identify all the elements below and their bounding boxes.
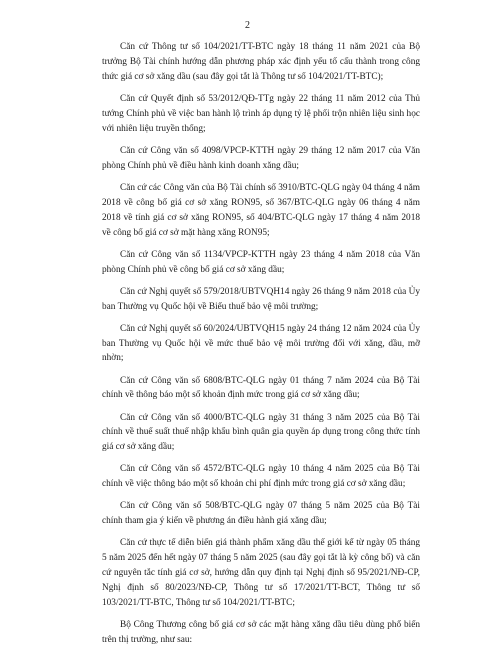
document-body <box>102 40 420 655</box>
paragraph-decision-53: Căn cứ Quyết định số 53/2012/QĐ-TTg ngày 22 tháng 11 năm 2012 của Thủ tướng Chính phủ về việc ban hành lộ trình áp dụng tỷ lệ phối trộn nhiên liệu sinh học với nhiên liệu truyền thống; <box>102 93 420 134</box>
paragraph-dispatch-1134: Căn cứ Công văn số 1134/VPCP-KTTH ngày 23 tháng 4 năm 2018 của Văn phòng Chính phủ về công bố giá cơ sở xăng dầu; <box>102 249 420 275</box>
paragraph-dispatch-4098: Căn cứ Công văn số 4098/VPCP-KTTH ngày 29 tháng 12 năm 2017 của Văn phòng Chính phủ về điều hành kinh doanh xăng dầu; <box>102 145 420 171</box>
page-number: 2 <box>245 20 250 31</box>
paragraph-dispatches-3910: Căn cứ các Công văn của Bộ Tài chính số 3910/BTC-QLG ngày 04 tháng 4 năm 2018 về công bố giá cơ sở xăng RON95, số 367/BTC-QLG ngày 06 tháng 4 năm 2018 về tính giá cơ sở xăng RON95, số 404/BTC-QLG ngày 17 tháng 4 năm 2018 về công bố giá cơ sở mặt hàng xăng RON95; <box>102 182 420 238</box>
paragraph-dispatch-4572: Căn cứ Công văn số 4572/BTC-QLG ngày 10 tháng 4 năm 2025 của Bộ Tài chính về việc thông báo một số khoản chi phí định mức trong giá cơ sở xăng dầu; <box>102 464 420 490</box>
paragraph-dispatch-4000: Căn cứ Công văn số 4000/BTC-QLG ngày 31 tháng 3 năm 2025 của Bộ Tài chính về thuế suất thuế nhập khẩu bình quân gia quyền áp dụng trong công thức tính giá cơ sở xăng dầu; <box>102 412 420 453</box>
paragraph-dispatch-508: Căn cứ Công văn số 508/BTC-QLG ngày 07 tháng 5 năm 2025 của Bộ Tài chính tham gia ý kiến về phương án điều hành giá xăng dầu; <box>102 501 420 527</box>
paragraph-announcement: Bộ Công Thương công bố giá cơ sở các mặt hàng xăng dầu tiêu dùng phổ biến trên thị trường, như sau: <box>102 620 420 646</box>
paragraph-dispatch-6808: Căn cứ Công văn số 6808/BTC-QLG ngày 01 tháng 7 năm 2024 của Bộ Tài chính về thông báo một số khoản định mức trong giá cơ sở xăng dầu; <box>102 375 420 401</box>
paragraph-resolution-579: Căn cứ Nghị quyết số 579/2018/UBTVQH14 ngày 26 tháng 9 năm 2018 của Ủy ban Thường vụ Quốc hội về Biểu thuế bảo vệ môi trường; <box>102 286 420 312</box>
paragraph-price-developments: Căn cứ thực tế diễn biến giá thành phẩm xăng dầu thế giới kể từ ngày 05 tháng 5 năm 2025 đến hết ngày 07 tháng 5 năm 2025 (sau đây gọi tắt là kỳ công bố) và căn cứ nguyên tắc tính giá cơ sở, hướng dẫn quy định tại Nghị định số 95/2021/NĐ-CP, Nghị định số 80/2023/NĐ-CP, Thông tư số 17/2021/TT-BCT, Thông tư số 103/2021/TT-BTC, Thông tư số 104/2021/TT-BTC; <box>102 538 420 609</box>
paragraph-resolution-60: Căn cứ Nghị quyết số 60/2024/UBTVQH15 ngày 24 tháng 12 năm 2024 của Ủy ban Thường vụ Quốc hội về mức thuế bảo vệ môi trường đối với xăng, dầu, mỡ nhờn; <box>102 323 420 364</box>
paragraph-circular-104: Căn cứ Thông tư số 104/2021/TT-BTC ngày 18 tháng 11 năm 2021 của Bộ trưởng Bộ Tài chính hướng dẫn phương pháp xác định yếu tố cấu thành trong công thức giá cơ sở xăng dầu (sau đây gọi tắt là Thông tư số 104/2021/TT-BTC); <box>102 42 420 82</box>
